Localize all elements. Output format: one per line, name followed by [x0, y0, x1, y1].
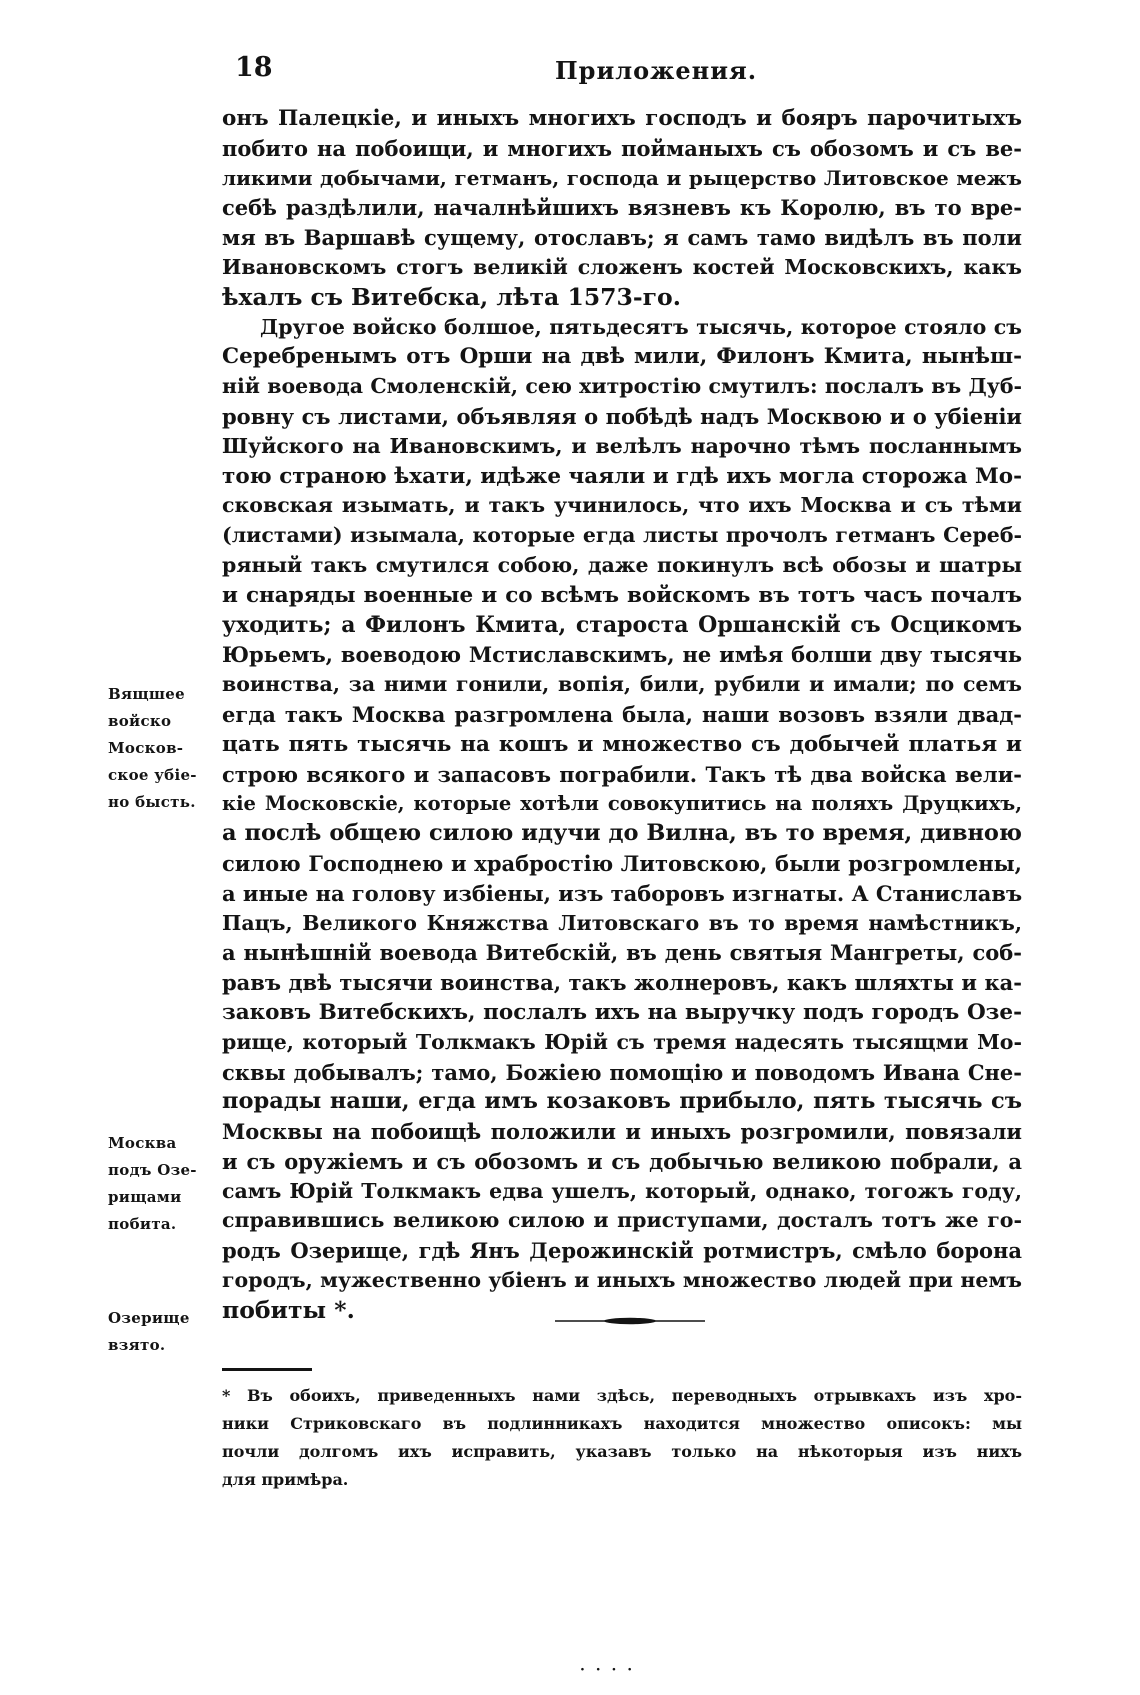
text-line: уходить; а Филонъ Кмита, староста Оршанскій съ Осцикомъ — [222, 611, 1022, 638]
text-line: равъ двѣ тысячи воинства, такъ жолнеровъ, какъ шляхты и ка- — [222, 970, 1022, 996]
text-line: ровну съ листами, объявляя о побѣдѣ надъ Москвою и о убіеніи — [222, 403, 1022, 429]
text-line: городъ, мужественно убіенъ и иныхъ множество людей при немъ — [222, 1268, 1022, 1293]
text-line: егда такъ Москва разгромлена была, наши возовъ взяли двад- — [222, 701, 1022, 727]
print-specks: · · · · — [580, 1662, 636, 1678]
text-line: Ивановскомъ стогъ великій сложенъ костей Московскихъ, какъ — [222, 254, 1022, 279]
marginal-note-rout — [108, 681, 218, 816]
text-line: заковъ Витебскихъ, послалъ ихъ на выручку подъ городъ Озе- — [222, 999, 1022, 1025]
text-line: цать пять тысячь на кошъ и множество съ добычей платья и — [222, 731, 1022, 757]
text-line: онъ Палецкіе, и иныхъ многихъ господъ и бояръ парочитыхъ — [222, 106, 1022, 131]
footnote-rule — [222, 1368, 312, 1371]
section-ornament — [555, 1316, 705, 1326]
marginal-line: но бысть. — [108, 793, 196, 811]
text-line: родъ Озерище, гдѣ Янъ Дерожинскій ротмистръ, смѣло борона — [222, 1238, 1022, 1264]
text-line: побиты *. — [222, 1295, 355, 1324]
footnote-line: для примѣра. — [222, 1470, 349, 1489]
marginal-line: Москва — [108, 1134, 177, 1152]
text-line: Шуйского на Ивановскимъ, и велѣлъ нарочно тѣмъ посланнымъ — [222, 433, 1022, 458]
text-line: побито на побоищи, и многихъ пойманыхъ съ обозомъ и съ ве- — [222, 135, 1022, 161]
footnote-line: ники Стриковскаго въ подлинникахъ находится множество описокъ: мы — [222, 1414, 1022, 1433]
marginal-line: подъ Озе- — [108, 1161, 197, 1179]
marginal-line: взято. — [108, 1336, 166, 1354]
footnote-line: почли долгомъ ихъ исправить, указавъ только на нѣкоторыя изъ нихъ — [222, 1442, 1022, 1461]
marginal-line: Москов- — [108, 739, 184, 757]
main-text — [222, 104, 1022, 1326]
text-line: а послѣ общею силою идучи до Вилна, въ то время, дивною — [222, 820, 1022, 847]
text-line: (листами) изымала, которые егда листы прочолъ гетманъ Сереб- — [222, 523, 1022, 548]
text-line: и снаряды военные и со всѣмъ войскомъ въ тотъ часъ почалъ — [222, 582, 1022, 608]
text-line: ликими добычами, гетманъ, господа и рыцерство Литовское межъ — [222, 165, 1022, 190]
text-line: силою Господнею и храбростію Литовскою, были розгромлены, — [222, 850, 1022, 876]
text-line: Москвы на побоищѣ положили и иныхъ розгромили, повязали — [222, 1119, 1022, 1145]
text-line: сковская изымать, и такъ учинилось, что ихъ Москва и съ тѣми — [222, 493, 1022, 518]
marginal-line: Вящшее — [108, 685, 185, 703]
marginal-line: войско — [108, 712, 172, 730]
footnote — [222, 1382, 1022, 1494]
marginal-note-ozerishche-defeat — [108, 1130, 218, 1238]
running-head: Приложения. — [555, 56, 758, 85]
text-line: кіе Московскіе, которые хотѣли совокупитись на поляхъ Друцкихъ, — [222, 792, 1022, 816]
marginal-line: рищами — [108, 1188, 182, 1206]
text-line: тою страною ѣхати, идѣже чаяли и гдѣ ихъ могла сторожа Мо- — [222, 463, 1023, 489]
marginal-line: ское убіе- — [108, 766, 197, 784]
text-line: ѣхалъ съ Витебска, лѣта 1573-го. — [222, 282, 681, 311]
marginal-line: Озерище — [108, 1309, 190, 1327]
text-line: Серебренымъ отъ Орши на двѣ мили, Филонъ Кмита, нынѣш- — [222, 344, 1022, 370]
paragraph-start-line: Другое войско болшое, пятьдесятъ тысячь, которое стояло съ — [260, 314, 1022, 339]
text-line: воинства, за ними гонили, вопія, били, рубили и имали; по семъ — [222, 672, 1022, 697]
text-line: а иные на голову избіены, изъ таборовъ изгнаты. А Станиславъ — [222, 880, 1023, 906]
text-line: мя въ Варшавѣ сущему, отославъ; я самъ тамо видѣлъ въ поли — [222, 225, 1022, 251]
text-line: себѣ раздѣлили, началнѣйшихъ вязневъ къ Королю, въ то вре- — [222, 195, 1022, 221]
text-line: Пацъ, Великого Княжства Литовскаго въ то время намѣстникъ, — [222, 910, 1022, 935]
text-line: а нынѣшній воевода Витебскій, въ день святыя Мангреты, соб- — [222, 940, 1022, 966]
footnote-line: * Въ обоихъ, приведенныхъ нами здѣсь, переводныхъ отрывкахъ изъ хро- — [222, 1386, 1022, 1405]
text-line: и съ оружіемъ и съ обозомъ и съ добычью великою побрали, а — [222, 1148, 1022, 1174]
page-header — [235, 52, 955, 92]
text-line: справившись великою силою и приступами, досталъ тотъ же го- — [222, 1208, 1022, 1233]
marginal-note-ozerishche-taken — [108, 1305, 218, 1359]
text-line: рище, который Толкмакъ Юрій съ тремя надесять тысящми Мо- — [222, 1029, 1022, 1054]
text-line: ній воевода Смоленскій, сею хитростію смутилъ: послалъ въ Дуб- — [222, 374, 1022, 399]
text-line: строю всякого и запасовъ пограбили. Такъ тѣ два войска вели- — [222, 761, 1022, 787]
marginal-line: побита. — [108, 1215, 177, 1233]
text-line: самъ Юрій Толкмакъ едва ушелъ, который, однако, тогожъ году, — [222, 1178, 1022, 1203]
text-line: порады наши, егда имъ козаковъ прибыло, пять тысячь съ — [222, 1088, 1022, 1115]
text-line: ряный такъ смутился собою, даже покинулъ всѣ обозы и шатры — [222, 552, 1022, 577]
text-line: Юрьемъ, воеводою Мстиславскимъ, не имѣя болши дву тысячь — [222, 642, 1022, 668]
text-line: сквы добывалъ; тамо, Божіею помощію и поводомъ Ивана Сне- — [222, 1059, 1022, 1085]
page-number: 18 — [235, 52, 273, 83]
